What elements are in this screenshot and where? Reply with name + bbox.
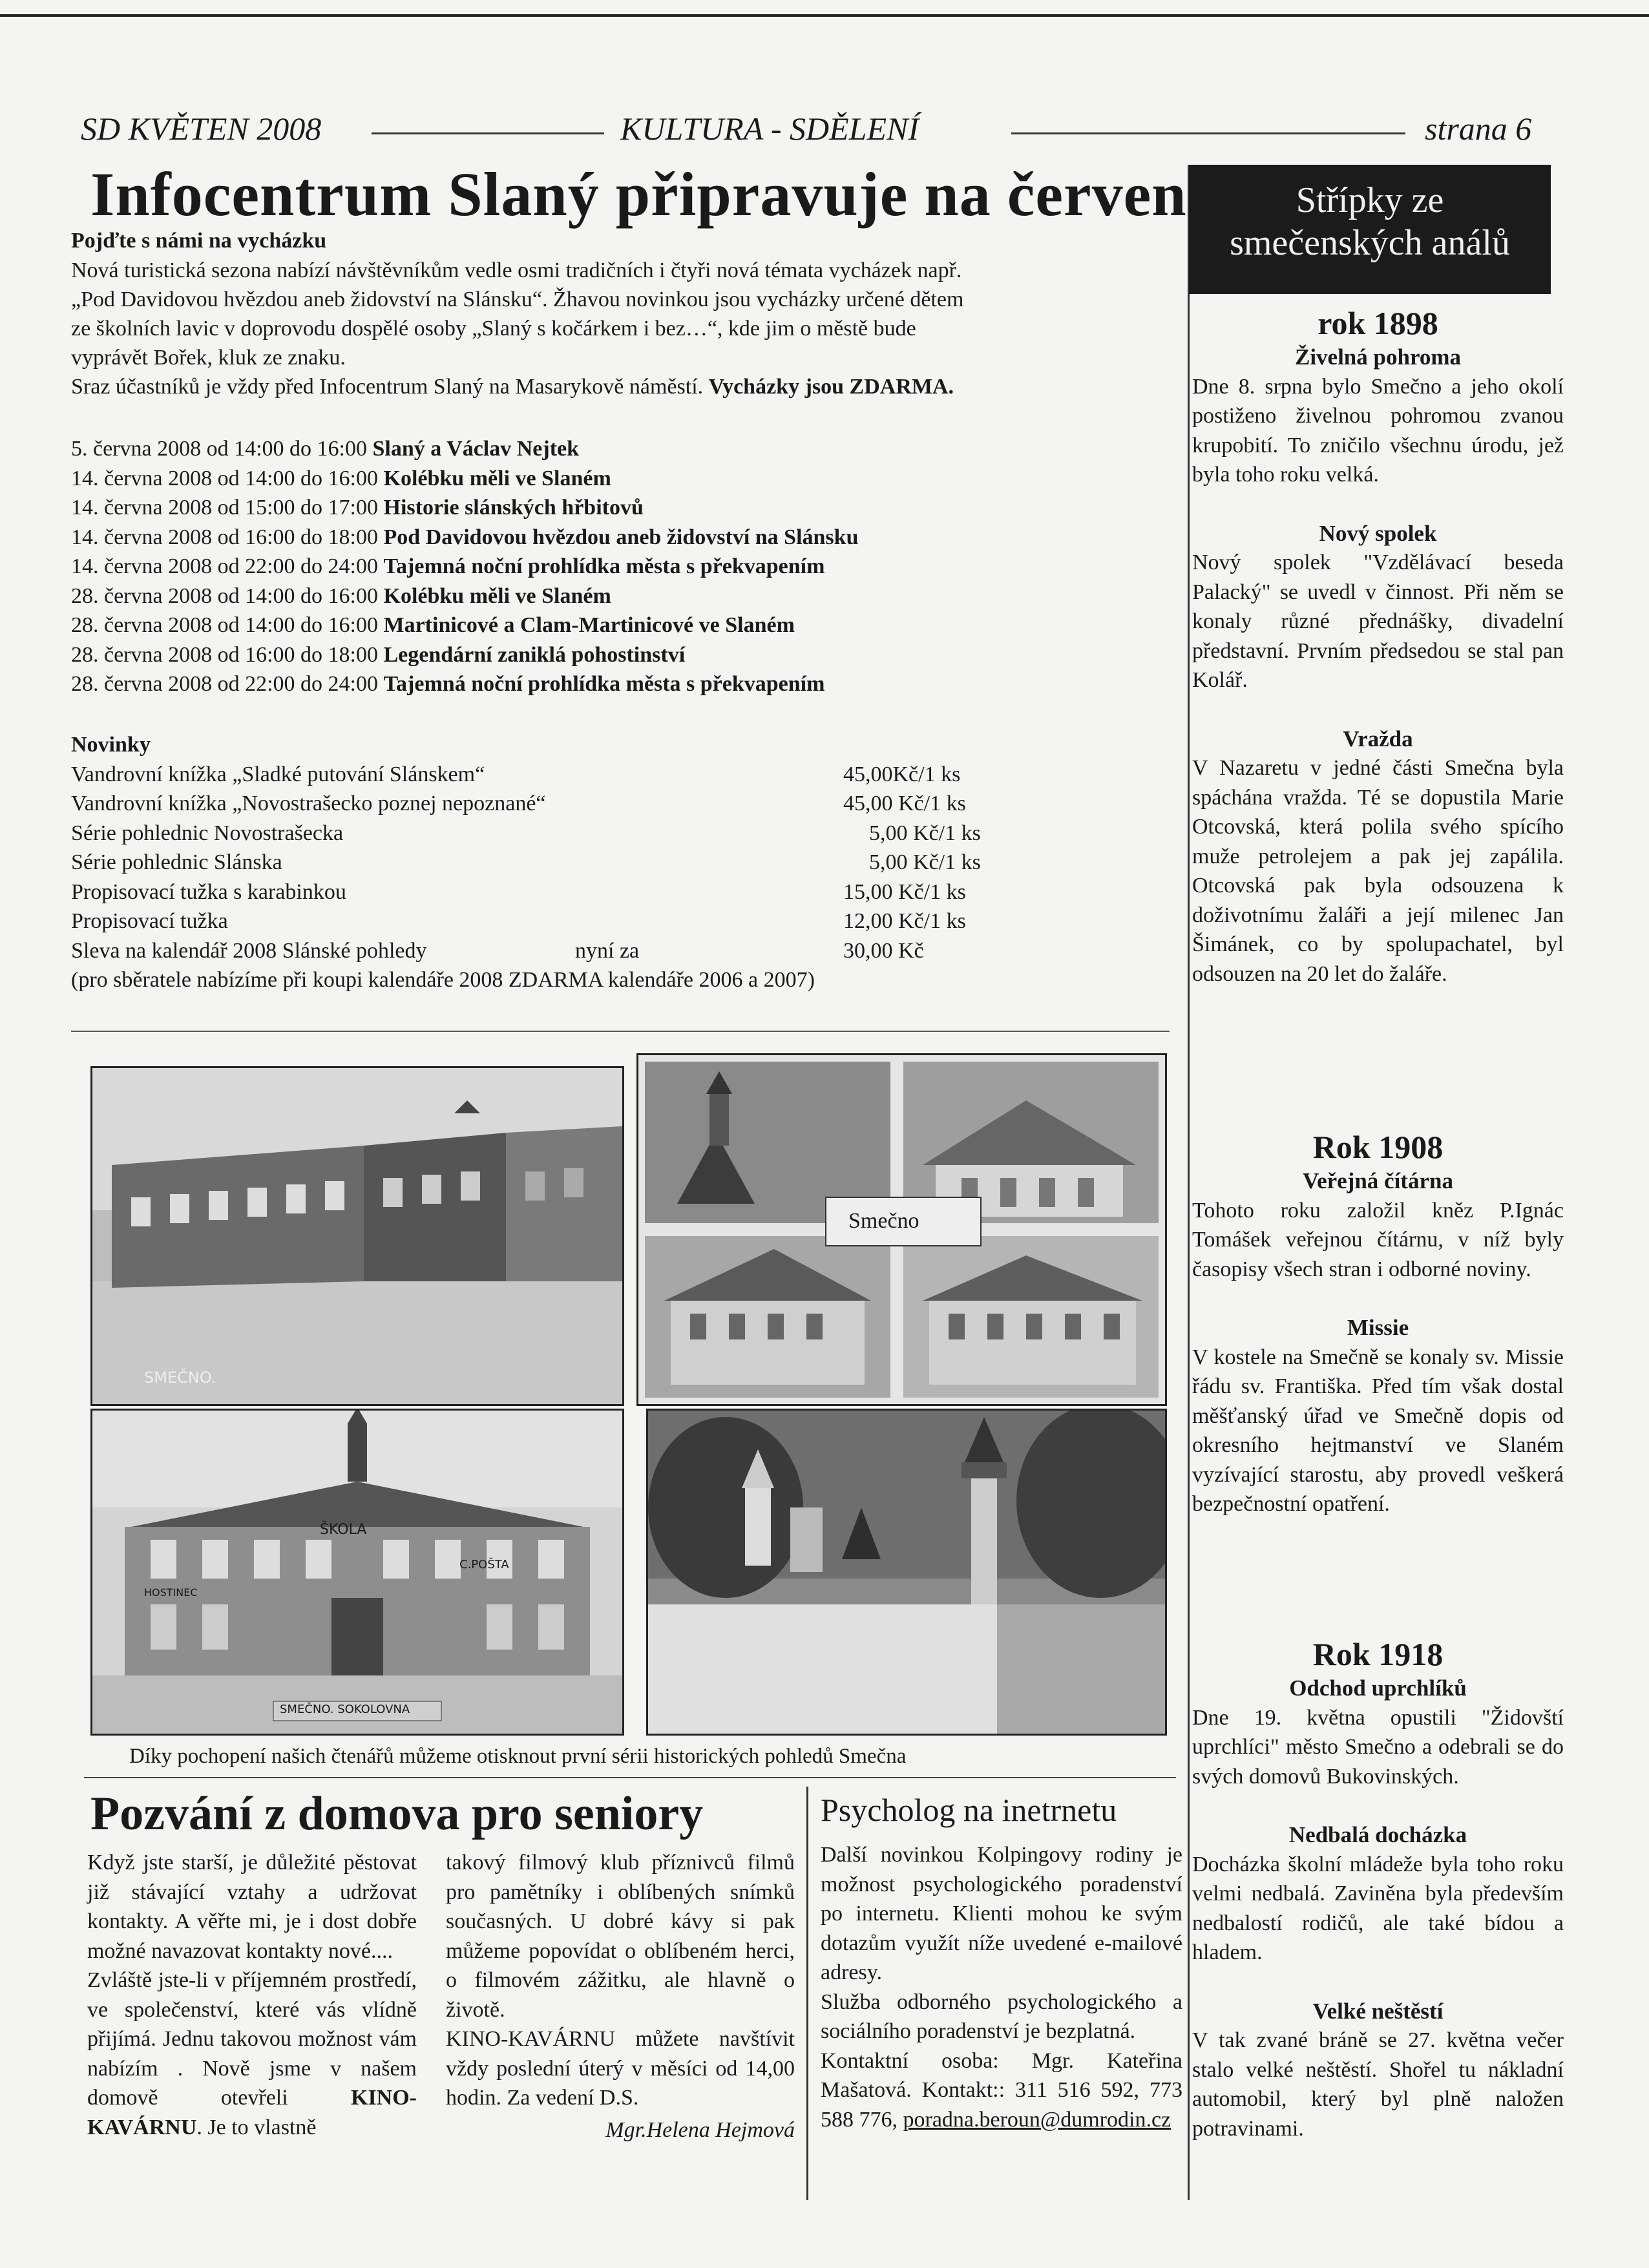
schedule-row	[71, 640, 858, 670]
novinky-price: 15,00 Kč/1 ks	[843, 879, 966, 904]
seniors-paragraph: Když jste starší, je důležité pěstovat již stávající vztahy a udržovat kontakty. A věřte mi, je i dost dobře možné navazovat kontakty nové....	[87, 1851, 417, 1963]
schedule-title: Slaný a Václav Nejtek	[372, 437, 580, 461]
section-divider	[71, 1031, 1170, 1032]
photo-square-column	[646, 1409, 1167, 1736]
schedule-time: 14. června 2008 od 15:00 do 17:00	[71, 496, 378, 520]
novinky-row	[71, 819, 1002, 848]
sleva-price: 30,00 Kč	[843, 938, 924, 963]
seniors-paragraph: Zvláště jste-li v příjemném prostředí, ve společenství, které vás vlídně přijímá. Jednu takovou možnost vám nabízím . Nově jsme v našem domově otevřeli	[87, 1968, 417, 2110]
novinky-price: 45,00Kč/1 ks	[843, 762, 961, 786]
schedule-time: 14. června 2008 od 16:00 do 18:00	[71, 525, 378, 549]
sleva-now: nyní za	[575, 938, 640, 963]
schedule-row	[71, 611, 858, 640]
schedule-row	[71, 464, 858, 494]
story-text: V tak zvané bráně se 27. května večer stalo velké neštěstí. Shořel tu nákladní automobil, který byl plně naložen potravinami.	[1192, 2028, 1564, 2141]
header-rule-right	[1011, 132, 1405, 134]
year-heading: rok 1898	[1318, 305, 1438, 341]
sidebar-title-line: Střípky ze	[1296, 180, 1444, 220]
psycholog-contact: Kontaktní osoba: Mgr. Kateřina Mašatová. Kontakt:: 311 516 592, 773 588 776,	[821, 2048, 1182, 2132]
year-heading: Rok 1918	[1312, 1636, 1444, 1672]
schedule-time: 28. června 2008 od 22:00 do 24:00	[71, 672, 378, 696]
psycholog-paragraph: Služba odborného psychologického a sociálního poradenství je bezplatná.	[821, 1990, 1182, 2043]
paragraph-line: „Pod Davidovou hvězdou aneb židovství na Slánsku“. Žhavou novinkou jsou vycházky určené dětem	[71, 288, 964, 311]
psycholog-body	[821, 1840, 1182, 2134]
schedule-list	[71, 434, 858, 699]
psycholog-email-link[interactable]: poradna.beroun@dumrodin.cz	[903, 2107, 1171, 2132]
meeting-info: Sraz účastníků je vždy před Infocentrum Slaný na Masarykově náměstí.	[71, 375, 704, 399]
paragraph-line: vyprávět Bořek, kluk ze znaku.	[71, 346, 346, 370]
schedule-title: Martinicové a Clam-Martinicové ve Slaném	[383, 613, 795, 637]
novinky-item: Vandrovní knížka „Novostrašecko poznej nepoznané“	[71, 792, 546, 815]
story-heading: Živelná pohroma	[1294, 344, 1462, 370]
novinky-row	[71, 936, 1002, 966]
story-heading: Odchod uprchlíků	[1289, 1675, 1467, 1701]
sidebar-1898	[1192, 304, 1564, 989]
header-issue: SD KVĚTEN 2008	[81, 110, 322, 147]
novinky-title: Novinky	[71, 733, 151, 757]
schedule-time: 14. června 2008 od 14:00 do 16:00	[71, 466, 378, 490]
novinky-price: 5,00 Kč/1 ks	[869, 821, 981, 845]
schedule-title: Kolébku měli ve Slaném	[383, 583, 611, 608]
story-text: V kostele na Smečně se konaly sv. Missie řádu sv. Františka. Před tím však dostal měšťanský úřad ve Smečně dopis od okresního hejtmanství ve Slaném vyzívající starostu, aby provedl veškerá bezpečnostní opatření.	[1192, 1345, 1564, 1516]
novinky-item: Vandrovní knížka „Sladké putování Slánskem“	[71, 762, 485, 786]
sidebar-rule	[1188, 165, 1190, 2200]
novinky-row	[71, 877, 1002, 907]
schedule-time: 14. června 2008 od 22:00 do 24:00	[71, 554, 378, 578]
seniors-paragraph: takový filmový klub příznivců filmů pro pamětníky i oblíbených snímků současných. U dobré kávy si pak můžeme popovídat o oblíbeném herci, o filmovém zážitku, ale hlavně o životě.	[446, 1851, 795, 2022]
infocentrum-subtitle: Pojďte s námi na vycházku	[71, 229, 327, 253]
photo-square-column-image	[648, 1411, 1165, 1734]
sleva-note: (pro sběratele nabízíme při koupi kalendáře 2008 ZDARMA kalendáře 2006 a 2007)	[71, 968, 815, 992]
story-text: Docházka školní mládeže byla toho roku velmi nedbalá. Zaviněna byla především nedbalostí rodičů, ale také bídou a hladem.	[1192, 1852, 1564, 1964]
novinky-row	[71, 848, 1002, 877]
psycholog-title: Psycholog na inetrnetu	[821, 1792, 1117, 1828]
schedule-row	[71, 493, 858, 523]
schedule-title: Historie slánských hřbitovů	[383, 496, 644, 520]
sleva-item: Sleva na kalendář 2008 Slánské pohledy	[71, 938, 427, 963]
photo-label: SMEČNO.	[144, 1369, 216, 1387]
sidebar-1918	[1192, 1635, 1564, 2143]
paragraph-line: ze školních lavic v doprovodu dospělé osoby „Slaný s kočárkem i bez…“, kde jim o městě bude	[71, 317, 916, 341]
seniors-col1	[87, 1848, 417, 2142]
photo-smecno-street-image	[92, 1068, 622, 1404]
seniors-paragraph: KINO-KAVÁRNU můžete navštívit vždy poslední úterý v měsíci od 14,00 hodin. Za vedení D.S.	[446, 2027, 795, 2110]
infocentrum-title: Infocentrum Slaný připravuje na červen	[90, 160, 1187, 229]
photo-school-label: ŠKOLA	[320, 1522, 367, 1538]
infocentrum-paragraph	[71, 256, 1182, 401]
story-text: Tohoto roku založil kněz P.Ignác Tomášek veřejnou čítárnu, v níž byly časopisy všech stran i odborné noviny.	[1192, 1198, 1564, 1281]
header-section: KULTURA - SDĚLENÍ	[620, 110, 919, 147]
psycholog-paragraph: Další novinkou Kolpingovy rodiny je možnost psychologického poradenství po internetu. Klienti mohou ke svým dotazům využít níže uvedené e-mailové adresy.	[821, 1843, 1182, 1984]
photo-sokolovna-label: SMEČNO. SOKOLOVNA	[280, 1703, 410, 1716]
photo-school-post-image	[92, 1411, 622, 1734]
novinky-price: 12,00 Kč/1 ks	[843, 909, 966, 933]
novinky-list	[71, 730, 1002, 995]
story-heading: Missie	[1347, 1315, 1409, 1340]
caption-rule	[84, 1777, 1176, 1778]
paragraph-line: Nová turistická sezona nabízí návštěvníkům vedle osmi tradičních i čtyři nová témata vycházek např.	[71, 258, 962, 282]
novinky-row	[71, 907, 1002, 936]
scan-edge	[0, 14, 1649, 17]
seniors-title: Pozvání z domova pro seniory	[90, 1787, 704, 1840]
story-heading: Nedbalá docházka	[1288, 1822, 1467, 1847]
novinky-price: 5,00 Kč/1 ks	[869, 850, 981, 874]
schedule-row	[71, 669, 858, 699]
schedule-time: 28. června 2008 od 14:00 do 16:00	[71, 613, 378, 637]
photo-caption: Díky pochopení našich čtenářů můžeme otisknout první sérii historických pohledů Smečna	[129, 1745, 907, 1768]
novinky-item: Série pohlednic Slánska	[71, 850, 282, 874]
schedule-row	[71, 523, 858, 552]
story-heading: Nový spolek	[1319, 520, 1437, 546]
kino-kavarna-bold: KINO-KAVÁRNU	[87, 2086, 417, 2139]
story-heading: Vražda	[1343, 726, 1413, 751]
schedule-time: 28. června 2008 od 14:00 do 16:00	[71, 583, 378, 608]
schedule-title: Tajemná noční prohlídka města s překvapením	[383, 672, 825, 696]
schedule-row	[71, 552, 858, 582]
photo-school-post	[90, 1409, 624, 1736]
free-note: Vycházky jsou ZDARMA.	[708, 375, 954, 399]
column-rule	[806, 1787, 808, 2200]
header-page: strana 6	[1425, 110, 1532, 147]
photo-collage-label: Smečno	[848, 1209, 919, 1233]
photo-smecno-collage	[636, 1053, 1167, 1406]
novinky-price: 45,00 Kč/1 ks	[843, 792, 966, 815]
seniors-paragraph-tail: . Je to vlastně	[196, 2115, 317, 2139]
story-text: Dne 19. května opustili "Židovští uprchlíci" město Smečno a odebrali se do svých domovů Bukovinských.	[1192, 1705, 1564, 1789]
story-heading: Velké neštěstí	[1312, 1998, 1444, 2024]
photo-smecno-street	[90, 1066, 624, 1406]
schedule-row	[71, 434, 858, 464]
story-heading: Veřejná čítárna	[1303, 1168, 1453, 1193]
schedule-title: Legendární zaniklá pohostinství	[383, 642, 686, 667]
novinky-row	[71, 760, 1002, 790]
schedule-time: 5. června 2008 od 14:00 do 16:00	[71, 437, 367, 461]
story-text: Dne 8. srpna bylo Smečno a jeho okolí postiženo živelnou pohromou zvanou krupobití. To zničilo všechnu úrodu, jež byla toho roku velká.	[1192, 374, 1564, 487]
novinky-item: Série pohlednic Novostrašecka	[71, 821, 344, 845]
schedule-title: Tajemná noční prohlídka města s překvapením	[383, 554, 825, 578]
photo-inn-label: HOSTINEC	[144, 1586, 198, 1599]
schedule-time: 28. června 2008 od 16:00 do 18:00	[71, 642, 378, 667]
novinky-item: Propisovací tužka s karabinkou	[71, 879, 346, 904]
sidebar-1908	[1192, 1128, 1564, 1519]
novinky-row	[71, 789, 1002, 819]
schedule-title: Pod Davidovou hvězdou aneb židovství na Slánsku	[383, 525, 859, 549]
schedule-row	[71, 582, 858, 611]
sidebar-title	[1189, 165, 1551, 294]
photo-post-label: C.POŠTA	[459, 1558, 509, 1571]
sidebar-title-line: smečenských análů	[1230, 223, 1510, 263]
story-text: Nový spolek "Vzdělávací beseda Palacký" se uvedl v činnost. Při něm se konaly různé přednášky, divadelní představní. Prvním předsedou se stal pan Kolář.	[1192, 551, 1564, 692]
schedule-title: Kolébku měli ve Slaném	[383, 466, 611, 490]
story-text: V Nazaretu v jedné části Smečna byla spáchána vražda. Té se dopustila Marie Otcovská, která polila svého spícího muže petrolejem a pak jej zapálila. Otcovská pak byla odsouzena k doživotnímu žaláři a její milenec Jan Šimánek, co by spolupachatel, byl odsouzen na 20 let do žaláře.	[1192, 756, 1564, 986]
seniors-signature: Mgr.Helena Hejmová	[605, 2117, 795, 2142]
year-heading: Rok 1908	[1312, 1129, 1444, 1165]
header-rule-left	[372, 132, 604, 134]
novinky-item: Propisovací tužka	[71, 909, 228, 933]
seniors-col2	[446, 1848, 795, 2145]
